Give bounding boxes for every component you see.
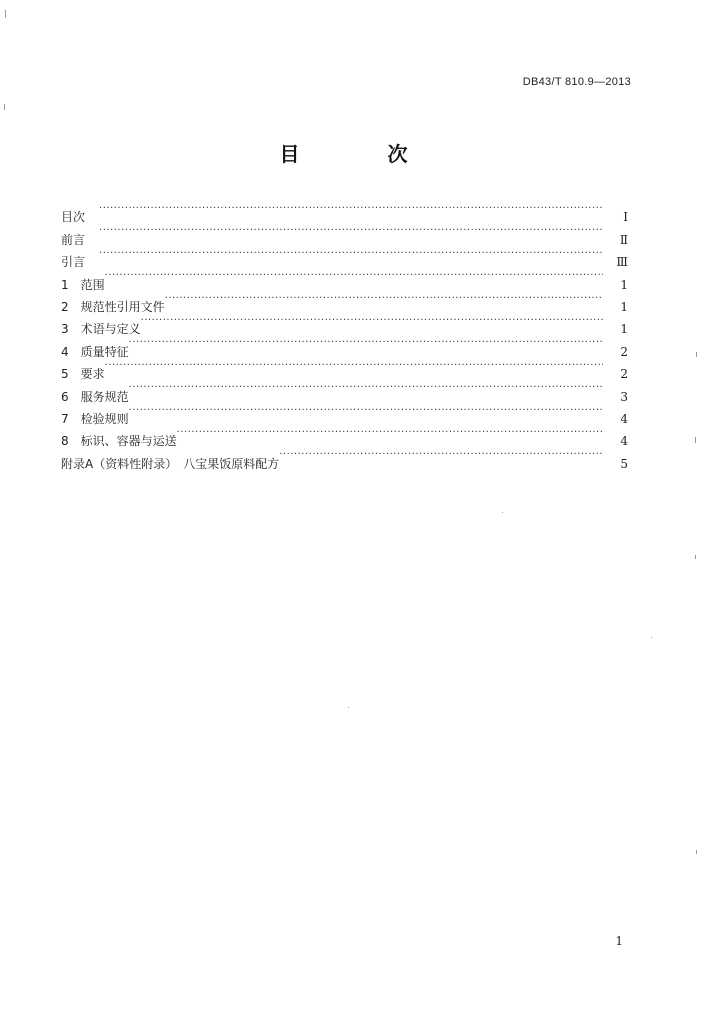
dot-leader bbox=[129, 378, 603, 400]
toc-entry-label: 目次 bbox=[61, 210, 86, 225]
toc-entry-page: 4 bbox=[620, 434, 628, 449]
toc-entry-label: 7 检验规则 bbox=[61, 411, 129, 426]
toc-title: 目 次 bbox=[279, 142, 442, 166]
toc-entry-marking-containers-transport[interactable] bbox=[61, 423, 628, 449]
toc-entry-contents[interactable] bbox=[61, 199, 628, 225]
toc-entry-label: 附录A（资料性附录） 八宝果饭原料配方 bbox=[61, 456, 280, 471]
toc-entry-label: 前言 bbox=[61, 232, 86, 247]
toc-entry-page: 1 bbox=[620, 277, 628, 292]
scan-artifact bbox=[696, 850, 697, 854]
dot-leader bbox=[129, 401, 603, 423]
toc-entry-page: 4 bbox=[620, 411, 628, 426]
toc-entry-foreword[interactable] bbox=[61, 221, 628, 247]
toc-entry-page: 1 bbox=[620, 322, 628, 337]
toc-entry-requirements[interactable] bbox=[61, 356, 628, 382]
toc-entry-quality-characteristics[interactable] bbox=[61, 333, 628, 359]
scan-artifact bbox=[4, 104, 5, 110]
toc-entry-label: 4 质量特征 bbox=[61, 344, 129, 359]
dot-leader bbox=[99, 244, 603, 266]
toc-entry-page: 5 bbox=[620, 456, 628, 471]
toc-entry-label: 8 标识、容器与运送 bbox=[61, 434, 177, 449]
toc-entry-label: 3 术语与定义 bbox=[61, 322, 141, 337]
toc-entry-service-specification[interactable] bbox=[61, 378, 628, 404]
dot-leader bbox=[105, 266, 603, 288]
dot-leader bbox=[99, 221, 603, 243]
toc-entry-page: Ⅱ bbox=[619, 232, 628, 247]
scan-artifact bbox=[695, 437, 696, 443]
toc-entry-terms-definitions[interactable] bbox=[61, 311, 628, 337]
scan-artifact bbox=[696, 352, 697, 357]
toc-entry-page: 1 bbox=[620, 299, 628, 314]
dot-leader bbox=[165, 289, 603, 311]
toc-entry-label: 5 要求 bbox=[61, 367, 105, 382]
toc-entry-label: 6 服务规范 bbox=[61, 389, 129, 404]
dot-leader bbox=[129, 333, 603, 355]
toc-entry-page: 2 bbox=[620, 367, 628, 382]
toc-entry-inspection-rules[interactable] bbox=[61, 401, 628, 426]
toc-entry-label: 1 范围 bbox=[61, 277, 105, 292]
dot-leader bbox=[177, 423, 603, 445]
standard-code: DB43/T 810.9—2013 bbox=[522, 76, 631, 88]
toc-entry-introduction[interactable] bbox=[61, 244, 628, 270]
toc-entry-normative-references[interactable] bbox=[61, 289, 628, 314]
page-number: 1 bbox=[615, 934, 623, 948]
scan-artifact bbox=[502, 512, 503, 513]
dot-leader bbox=[105, 356, 603, 378]
toc-entry-page: 3 bbox=[620, 389, 628, 404]
toc-entry-page: Ⅰ bbox=[623, 210, 628, 225]
scan-artifact bbox=[695, 555, 696, 559]
toc-entry-label: 引言 bbox=[61, 255, 86, 270]
dot-leader bbox=[279, 445, 603, 467]
toc-entry-page: 2 bbox=[620, 344, 628, 359]
toc-entry-label: 2 规范性引用文件 bbox=[61, 299, 165, 314]
scan-artifact bbox=[348, 707, 349, 708]
dot-leader bbox=[141, 311, 603, 333]
dot-leader bbox=[99, 199, 603, 221]
scan-artifact bbox=[5, 10, 6, 18]
table-of-contents bbox=[61, 199, 628, 471]
scan-artifact bbox=[651, 637, 652, 638]
toc-entry-scope[interactable] bbox=[61, 266, 628, 292]
toc-entry-page: Ⅲ bbox=[616, 255, 628, 270]
